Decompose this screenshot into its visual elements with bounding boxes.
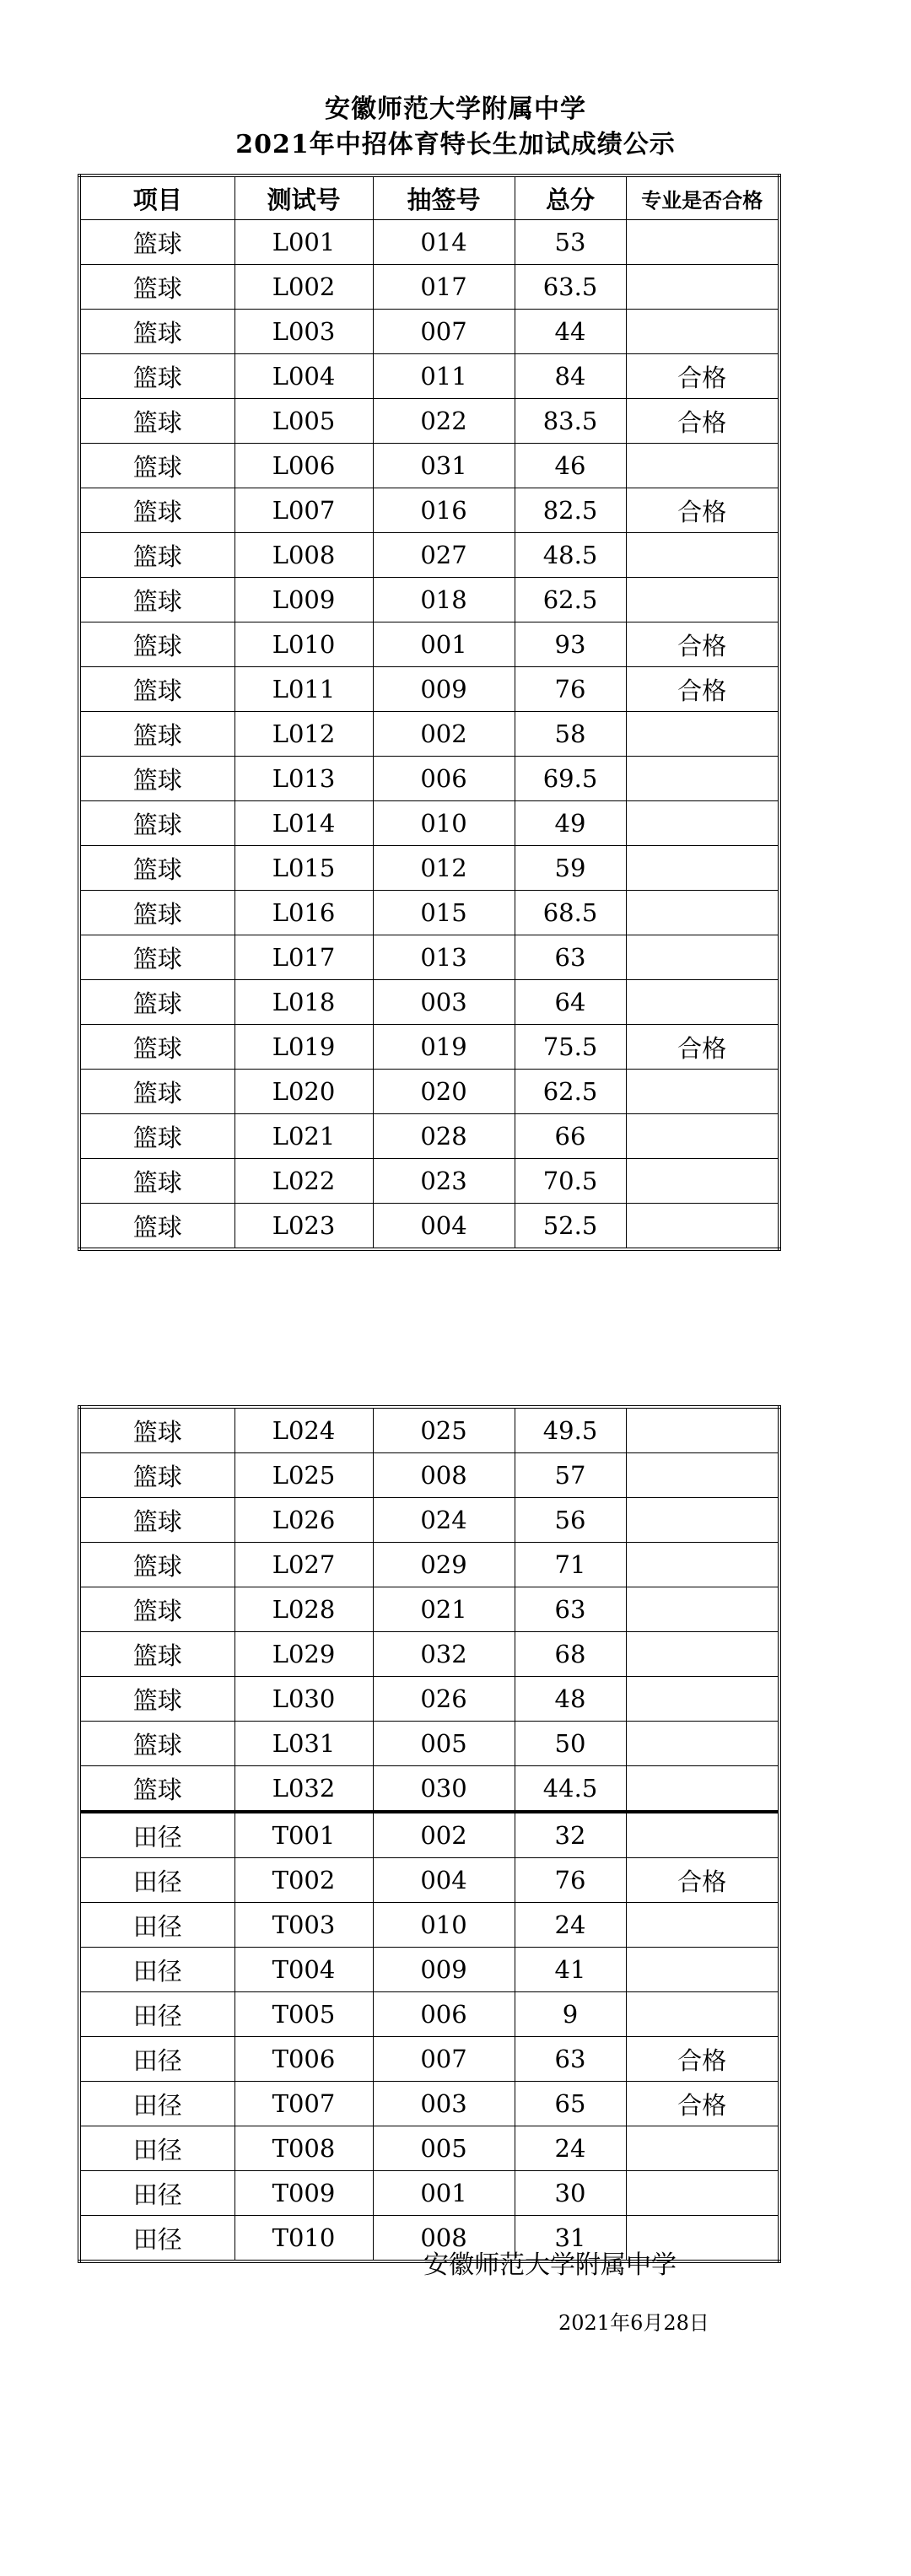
cell-sport: 篮球 [79,488,234,533]
cell-total-score: 32 [515,1812,626,1858]
cell-qualified [626,1722,779,1766]
score-table-page-2 [78,1405,781,2263]
cell-sport: 篮球 [79,801,234,846]
cell-total-score: 52.5 [515,1204,626,1250]
cell-total-score: 49 [515,801,626,846]
cell-sport: 田径 [79,1948,234,1992]
cell-sport: 篮球 [79,935,234,980]
cell-draw-number: 013 [373,935,515,980]
cell-draw-number: 030 [373,1766,515,1813]
cell-draw-number: 025 [373,1407,515,1453]
cell-test-number: L027 [234,1543,373,1587]
table-row [79,801,779,846]
cell-draw-number: 005 [373,2126,515,2171]
cell-test-number: L026 [234,1498,373,1543]
cell-test-number: L023 [234,1204,373,1250]
cell-total-score: 48.5 [515,533,626,578]
document-title: 安徽师范大学附属中学 [325,94,586,124]
table-row [79,1677,779,1722]
cell-draw-number: 028 [373,1114,515,1159]
table-row [79,1543,779,1587]
cell-draw-number: 027 [373,533,515,578]
cell-test-number: L032 [234,1766,373,1813]
table-row [79,399,779,444]
table-row [79,310,779,354]
cell-sport: 田径 [79,1903,234,1948]
table-row [79,488,779,533]
cell-qualified [626,444,779,488]
cell-qualified [626,1948,779,1992]
cell-draw-number: 016 [373,488,515,533]
header-test-number: 测试号 [234,175,373,220]
cell-draw-number: 029 [373,1543,515,1587]
cell-draw-number: 009 [373,667,515,712]
cell-sport: 篮球 [79,533,234,578]
cell-sport: 篮球 [79,354,234,399]
cell-sport: 篮球 [79,980,234,1025]
cell-total-score: 9 [515,1992,626,2037]
cell-test-number: L021 [234,1114,373,1159]
table-row [79,2126,779,2171]
cell-test-number: L001 [234,220,373,265]
cell-draw-number: 011 [373,354,515,399]
cell-total-score: 62.5 [515,578,626,622]
table-row [79,265,779,310]
cell-draw-number: 001 [373,2171,515,2216]
table-row [79,1858,779,1903]
cell-total-score: 63 [515,2037,626,2082]
cell-qualified [626,1159,779,1204]
cell-total-score: 66 [515,1114,626,1159]
cell-total-score: 93 [515,622,626,667]
table-row [79,1159,779,1204]
cell-draw-number: 004 [373,1858,515,1903]
cell-test-number: T001 [234,1812,373,1858]
cell-test-number: L020 [234,1070,373,1114]
cell-sport: 篮球 [79,667,234,712]
cell-test-number: T004 [234,1948,373,1992]
cell-qualified [626,1543,779,1587]
cell-qualified [626,1453,779,1498]
cell-test-number: L024 [234,1407,373,1453]
cell-qualified [626,310,779,354]
cell-test-number: T007 [234,2082,373,2126]
table-row [79,1992,779,2037]
cell-draw-number: 021 [373,1587,515,1632]
cell-draw-number: 008 [373,1453,515,1498]
table-row [79,2171,779,2216]
header-sport: 项目 [79,175,234,220]
cell-test-number: T009 [234,2171,373,2216]
table-row [79,757,779,801]
cell-draw-number: 019 [373,1025,515,1070]
cell-test-number: L016 [234,891,373,935]
cell-test-number: L028 [234,1587,373,1632]
cell-sport: 篮球 [79,444,234,488]
table-row [79,220,779,265]
cell-sport: 篮球 [79,1114,234,1159]
cell-qualified: 合格 [626,1025,779,1070]
table-row [79,1948,779,1992]
cell-total-score: 41 [515,1948,626,1992]
cell-test-number: L017 [234,935,373,980]
table-row [79,846,779,891]
cell-test-number: T010 [234,2216,373,2262]
cell-total-score: 69.5 [515,757,626,801]
cell-sport: 田径 [79,2171,234,2216]
cell-sport: 篮球 [79,1025,234,1070]
cell-total-score: 49.5 [515,1407,626,1453]
cell-sport: 篮球 [79,1159,234,1204]
table-row [79,667,779,712]
cell-draw-number: 031 [373,444,515,488]
cell-draw-number: 022 [373,399,515,444]
cell-test-number: L031 [234,1722,373,1766]
cell-draw-number: 007 [373,2037,515,2082]
cell-sport: 篮球 [79,1632,234,1677]
table-row [79,533,779,578]
cell-qualified [626,846,779,891]
table-row [79,1903,779,1948]
table-row [79,980,779,1025]
table-row [79,1812,779,1858]
table-row [79,1453,779,1498]
cell-sport: 篮球 [79,712,234,757]
cell-draw-number: 001 [373,622,515,667]
cell-total-score: 76 [515,667,626,712]
cell-sport: 田径 [79,1812,234,1858]
cell-qualified [626,1766,779,1813]
cell-total-score: 50 [515,1722,626,1766]
cell-qualified: 合格 [626,399,779,444]
cell-total-score: 24 [515,1903,626,1948]
cell-total-score: 68.5 [515,891,626,935]
cell-total-score: 59 [515,846,626,891]
cell-draw-number: 018 [373,578,515,622]
cell-total-score: 31 [515,2216,626,2262]
header-total-score: 总分 [515,175,626,220]
cell-qualified [626,1498,779,1543]
cell-draw-number: 007 [373,310,515,354]
cell-draw-number: 002 [373,712,515,757]
cell-draw-number: 020 [373,1070,515,1114]
cell-qualified [626,2171,779,2216]
footer-date: 2021年6月28日 [558,2311,709,2335]
cell-total-score: 48 [515,1677,626,1722]
cell-sport: 篮球 [79,1587,234,1632]
cell-total-score: 64 [515,980,626,1025]
cell-test-number: L006 [234,444,373,488]
cell-total-score: 44 [515,310,626,354]
cell-draw-number: 005 [373,1722,515,1766]
cell-qualified [626,712,779,757]
cell-test-number: L010 [234,622,373,667]
cell-sport: 田径 [79,2216,234,2262]
cell-qualified [626,220,779,265]
cell-total-score: 24 [515,2126,626,2171]
cell-sport: 田径 [79,2082,234,2126]
cell-test-number: T006 [234,2037,373,2082]
cell-draw-number: 026 [373,1677,515,1722]
cell-draw-number: 032 [373,1632,515,1677]
cell-total-score: 44.5 [515,1766,626,1813]
cell-test-number: L008 [234,533,373,578]
cell-test-number: L003 [234,310,373,354]
cell-draw-number: 012 [373,846,515,891]
cell-sport: 篮球 [79,1204,234,1250]
cell-qualified [626,1204,779,1250]
cell-qualified [626,801,779,846]
cell-qualified: 合格 [626,2082,779,2126]
cell-total-score: 57 [515,1453,626,1498]
cell-draw-number: 024 [373,1498,515,1543]
cell-qualified: 合格 [626,2037,779,2082]
cell-total-score: 65 [515,2082,626,2126]
cell-test-number: L002 [234,265,373,310]
cell-draw-number: 006 [373,757,515,801]
cell-draw-number: 003 [373,980,515,1025]
table-row [79,712,779,757]
table-row [79,1498,779,1543]
cell-qualified [626,1812,779,1858]
table-row [79,1204,779,1250]
cell-qualified [626,578,779,622]
cell-qualified [626,265,779,310]
footer-organization: 安徽师范大学附属中学 [423,2250,677,2280]
cell-qualified [626,891,779,935]
cell-total-score: 63 [515,935,626,980]
table-row [79,622,779,667]
cell-qualified [626,1587,779,1632]
cell-sport: 篮球 [79,757,234,801]
cell-qualified [626,1114,779,1159]
table-row [79,1766,779,1813]
cell-total-score: 58 [515,712,626,757]
table-row [79,1407,779,1453]
cell-sport: 篮球 [79,1677,234,1722]
cell-qualified: 合格 [626,667,779,712]
cell-total-score: 63 [515,1587,626,1632]
cell-sport: 篮球 [79,1766,234,1813]
cell-test-number: L018 [234,980,373,1025]
cell-draw-number: 015 [373,891,515,935]
cell-sport: 田径 [79,1992,234,2037]
cell-test-number: T003 [234,1903,373,1948]
table-row [79,1632,779,1677]
cell-sport: 篮球 [79,891,234,935]
cell-draw-number: 004 [373,1204,515,1250]
table-row [79,891,779,935]
cell-qualified [626,1992,779,2037]
cell-test-number: L009 [234,578,373,622]
cell-test-number: T008 [234,2126,373,2171]
cell-draw-number: 006 [373,1992,515,2037]
cell-sport: 篮球 [79,265,234,310]
table-row [79,444,779,488]
cell-sport: 篮球 [79,399,234,444]
table-body-page-1 [79,220,779,1250]
cell-sport: 篮球 [79,1722,234,1766]
cell-total-score: 68 [515,1632,626,1677]
cell-total-score: 53 [515,220,626,265]
cell-total-score: 82.5 [515,488,626,533]
cell-total-score: 46 [515,444,626,488]
document-subtitle: 2021年中招体育特长生加试成绩公示 [235,130,676,159]
cell-total-score: 75.5 [515,1025,626,1070]
cell-qualified: 合格 [626,1858,779,1903]
cell-test-number: L019 [234,1025,373,1070]
cell-draw-number: 003 [373,2082,515,2126]
cell-test-number: L015 [234,846,373,891]
cell-qualified: 合格 [626,488,779,533]
table-body-page-2 [79,1407,779,2261]
cell-draw-number: 002 [373,1812,515,1858]
cell-total-score: 56 [515,1498,626,1543]
cell-sport: 田径 [79,2126,234,2171]
cell-sport: 篮球 [79,1543,234,1587]
table-row [79,2082,779,2126]
cell-test-number: L013 [234,757,373,801]
cell-test-number: L022 [234,1159,373,1204]
cell-test-number: L025 [234,1453,373,1498]
cell-test-number: T005 [234,1992,373,2037]
cell-qualified [626,935,779,980]
cell-sport: 篮球 [79,846,234,891]
cell-total-score: 30 [515,2171,626,2216]
cell-total-score: 84 [515,354,626,399]
cell-qualified [626,1407,779,1453]
cell-sport: 田径 [79,2037,234,2082]
cell-total-score: 62.5 [515,1070,626,1114]
cell-test-number: L030 [234,1677,373,1722]
cell-sport: 篮球 [79,1498,234,1543]
cell-sport: 篮球 [79,310,234,354]
cell-draw-number: 017 [373,265,515,310]
table-row [79,2037,779,2082]
cell-qualified [626,1632,779,1677]
cell-draw-number: 009 [373,1948,515,1992]
table-row [79,1722,779,1766]
cell-test-number: L005 [234,399,373,444]
header-draw-number: 抽签号 [373,175,515,220]
table-row [79,1070,779,1114]
cell-test-number: L029 [234,1632,373,1677]
cell-test-number: L007 [234,488,373,533]
cell-qualified [626,1070,779,1114]
cell-sport: 篮球 [79,578,234,622]
cell-qualified [626,1677,779,1722]
cell-sport: 篮球 [79,1407,234,1453]
cell-draw-number: 008 [373,2216,515,2262]
cell-total-score: 76 [515,1858,626,1903]
cell-qualified [626,757,779,801]
cell-qualified: 合格 [626,354,779,399]
cell-qualified: 合格 [626,622,779,667]
cell-sport: 篮球 [79,220,234,265]
cell-total-score: 63.5 [515,265,626,310]
cell-test-number: L012 [234,712,373,757]
cell-total-score: 83.5 [515,399,626,444]
cell-test-number: L011 [234,667,373,712]
cell-qualified [626,2126,779,2171]
table-row [79,1025,779,1070]
header-qualified: 专业是否合格 [626,175,779,220]
cell-sport: 田径 [79,1858,234,1903]
cell-test-number: T002 [234,1858,373,1903]
score-table-page-1 [78,174,781,1251]
table-row [79,1587,779,1632]
table-row [79,1114,779,1159]
cell-qualified [626,1903,779,1948]
table-row [79,935,779,980]
cell-test-number: L004 [234,354,373,399]
table-row [79,578,779,622]
table-header-row [79,175,779,220]
cell-sport: 篮球 [79,1453,234,1498]
cell-draw-number: 014 [373,220,515,265]
cell-sport: 篮球 [79,1070,234,1114]
cell-draw-number: 010 [373,801,515,846]
cell-qualified [626,533,779,578]
cell-draw-number: 023 [373,1159,515,1204]
cell-total-score: 70.5 [515,1159,626,1204]
cell-sport: 篮球 [79,622,234,667]
cell-draw-number: 010 [373,1903,515,1948]
cell-total-score: 71 [515,1543,626,1587]
cell-test-number: L014 [234,801,373,846]
cell-qualified [626,980,779,1025]
table-row [79,354,779,399]
